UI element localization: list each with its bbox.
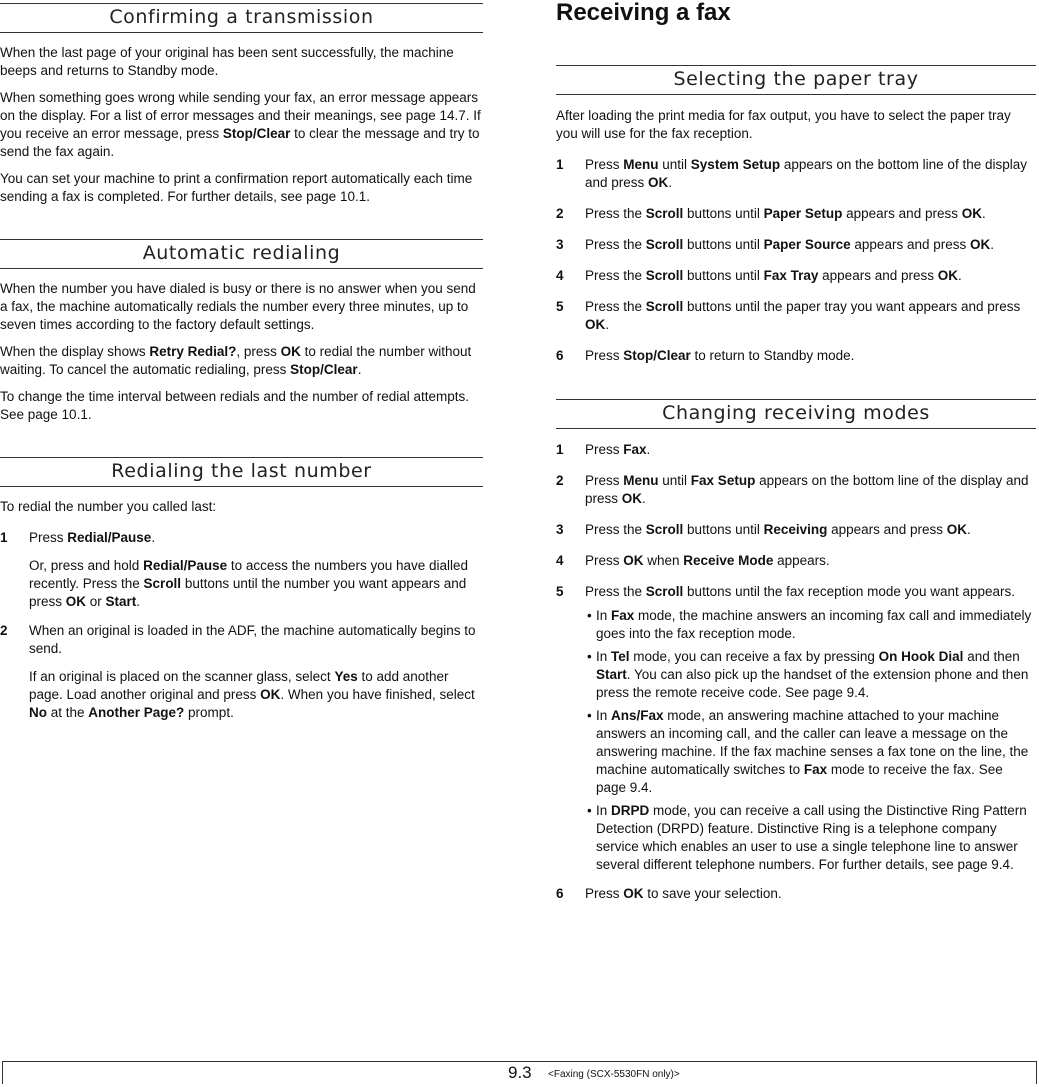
paragraph: To redial the number you called last: — [0, 499, 217, 514]
paragraph: When something goes wrong while sending your fax, an error message appears on the display. For a list of error messages and their meanings, see page 14.7. If you receive an error message, press Stop/Clear to clear the message and try to send the fax again. — [0, 90, 481, 159]
step-item: 5 Press the Scroll buttons until the fax reception mode you want appears. — [556, 584, 1016, 599]
bullet-item: • In Ans/Fax mode, an answering machine attached to your machine answers an incoming call, and the caller can leave a message on the answering machine. If the fax machine senses a fax tone on the line, the machine automatically switches to Fax mode to receive the fax. See page 9.4. — [587, 708, 1029, 795]
section-title-paper-tray: Selecting the paper tray — [556, 65, 1036, 95]
section-title-last-number: Redialing the last number — [0, 457, 483, 487]
step-item: 2 When an original is loaded in the ADF, the machine automatically begins to send. If an original is placed on the scanner glass, select Yes to add another page. Load another original and press OK. When you have finished, select No at the Another Page? prompt. — [0, 623, 476, 720]
paragraph: When the number you have dialed is busy or there is no answer when you send a fax, the machine automatically redials the number every three minutes, up to seven times according to the factory default settings. — [0, 281, 476, 332]
left-column — [0, 0, 483, 722]
footer-note: <Faxing (SCX-5530FN only)> — [548, 1069, 680, 1080]
section-title-redialing: Automatic redialing — [0, 239, 483, 269]
mode-bullet-list — [556, 607, 1036, 874]
step-item: 3 Press the Scroll buttons until Paper Source appears and press OK. — [556, 237, 994, 252]
paragraph: To change the time interval between redials and the number of redial attempts. See page 10.1. — [0, 389, 470, 422]
step-item: 5 Press the Scroll buttons until the paper tray you want appears and press OK. — [556, 299, 1021, 332]
bullet-item: • In Fax mode, the machine answers an incoming fax call and immediately goes into the fax reception mode. — [587, 608, 1032, 641]
step-item: 4 Press the Scroll buttons until Fax Tray appears and press OK. — [556, 268, 962, 283]
step-item: 4 Press OK when Receive Mode appears. — [556, 553, 830, 568]
page-number: 9.3 — [508, 1063, 532, 1082]
mode-steps-list — [556, 441, 1036, 601]
step-item: 1 Press Redial/Pause. Or, press and hold Redial/Pause to access the numbers you have dialled recently. Press the Scroll buttons until the number you want appears and press OK or Start. — [0, 530, 469, 609]
step-item: 3 Press the Scroll buttons until Receiving appears and press OK. — [556, 522, 971, 537]
right-column — [556, 0, 1036, 903]
step-item: 6 Press OK to save your selection. — [556, 886, 782, 901]
section-title-receiving-modes: Changing receiving modes — [556, 399, 1036, 429]
mode-step-6 — [556, 885, 1036, 903]
bullet-item: • In Tel mode, you can receive a fax by pressing On Hook Dial and then Start. You can also pick up the handset of the extension phone and then press the remote receive code. See page 9.4. — [587, 649, 1029, 700]
step-item: 1 Press Fax. — [556, 442, 651, 457]
step-item: 6 Press Stop/Clear to return to Standby mode. — [556, 348, 855, 363]
paragraph: After loading the print media for fax output, you have to select the paper tray you will use for the fax reception. — [556, 108, 1011, 141]
page-title: Receiving a fax — [556, 0, 731, 26]
paragraph: You can set your machine to print a confirmation report automatically each time sending a fax is completed. For further details, see page 10.1. — [0, 171, 473, 204]
paragraph: When the display shows Retry Redial?, press OK to redial the number without waiting. To cancel the automatic redialing, press Stop/Clear. — [0, 344, 472, 377]
step-item: 2 Press Menu until Fax Setup appears on the bottom line of the display and press OK. — [556, 473, 1029, 506]
step-item: 1 Press Menu until System Setup appears on the bottom line of the display and press OK. — [556, 157, 1027, 190]
page-footer — [2, 1061, 1037, 1084]
bullet-item: • In DRPD mode, you can receive a call using the Distinctive Ring Pattern Detection (DRPD) feature. Distinctive Ring is a telephone company service which enables an user to use a single telephone line to answer several different telephone numbers. For further details, see page 9.4. — [587, 803, 1027, 872]
tray-steps-list — [556, 156, 1036, 365]
paragraph: When the last page of your original has been sent successfully, the machine beeps and returns to Standby mode. — [0, 45, 454, 78]
section-title-confirming: Confirming a transmission — [0, 3, 483, 33]
step-item: 2 Press the Scroll buttons until Paper Setup appears and press OK. — [556, 206, 986, 221]
